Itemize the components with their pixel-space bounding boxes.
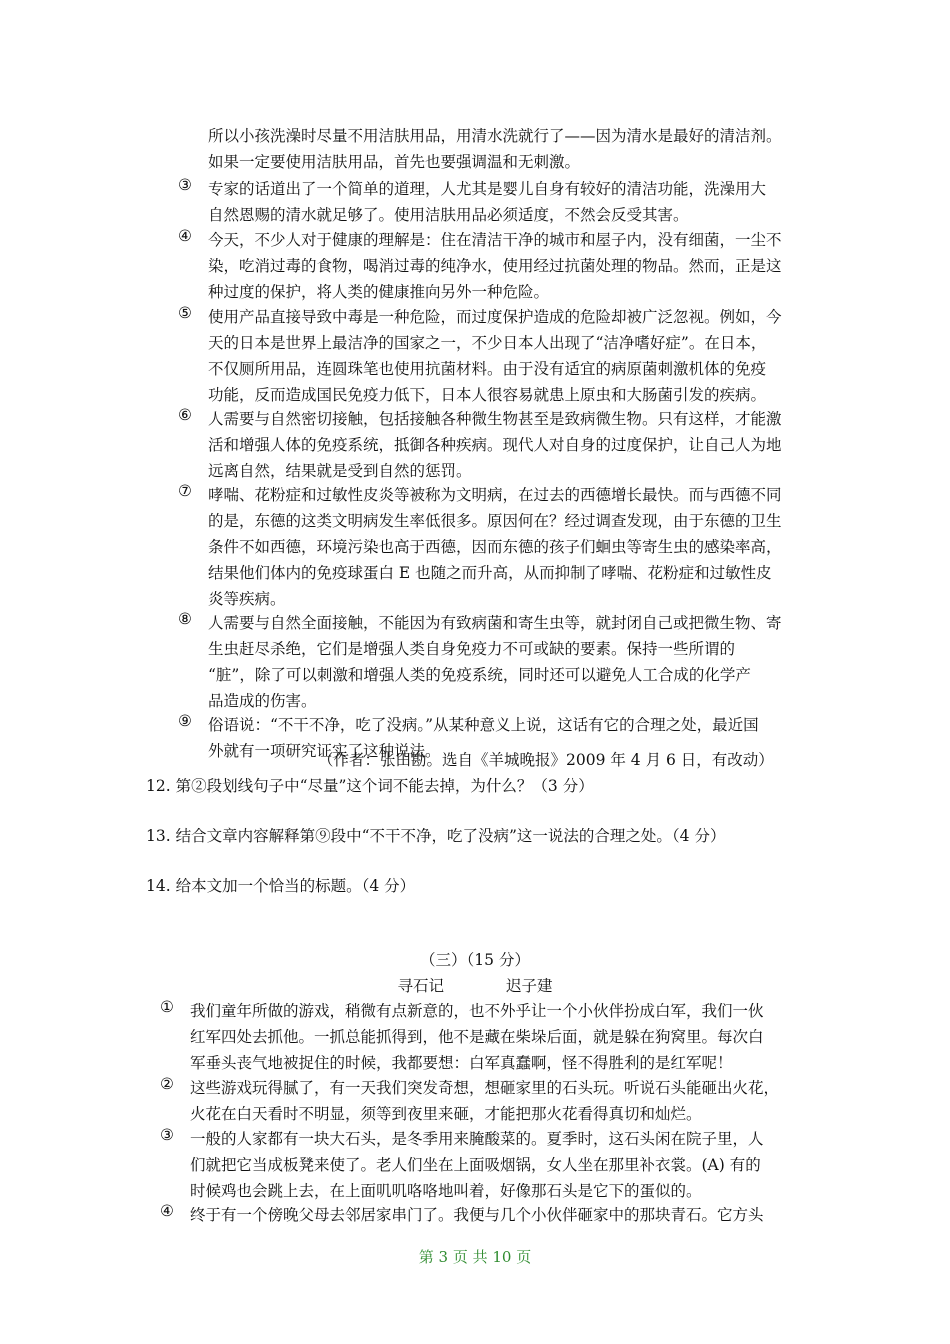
text-line: 人需要与自然密切接触，包括接触各种微生物甚至是致病微生物。只有这样，才能激: [208, 409, 782, 428]
paragraph-text: [190, 1126, 820, 1204]
text-line: 这些游戏玩得腻了，有一天我们突发奇想，想砸家里的石头玩。听说石头能砸出火花，: [190, 1078, 780, 1097]
story-title-line: [0, 974, 950, 996]
text-line: 我们童年所做的游戏，稍微有点新意的，也不外乎让一个小伙伴扮成白军，我们一伙: [190, 1002, 764, 1020]
text-line: 生虫赶尽杀绝，它们是增强人类自身免疫力不可或缺的要素。保持一些所谓的: [208, 639, 736, 658]
text-line: 的是，东德的这类文明病发生率低很多。原因何在？经过调查发现，由于东德的卫生: [208, 512, 782, 530]
text-line: 哮喘、花粉症和过敏性皮炎等被称为文明病，在过去的西德增长最快。而与西德不同: [208, 486, 782, 504]
text-line: 自然恩赐的清水就足够了。使用洁肤用品必须适度，不然会反受其害。: [208, 206, 689, 224]
paragraph-text: [190, 1202, 820, 1228]
question-13: 13. 结合文章内容解释第⑨段中“不干不净，吃了没病”这一说法的合理之处。（4 分）: [146, 827, 726, 845]
text-line: 军垂头丧气地被捉住的时候，我都要想：白军真蠢啊，怪不得胜利的是红军呢！: [190, 1054, 733, 1072]
text-line: 炎等疾病。: [208, 590, 286, 608]
text-line: 专家的话道出了一个简单的道理，人尤其是婴儿自身有较好的清洁功能，洗澡用大: [208, 180, 767, 198]
paragraph-number: ⑨: [178, 711, 192, 730]
text-line: 今天，不少人对于健康的理解是：住在清洁干净的城市和屋子内，没有细菌，一尘不: [208, 231, 782, 249]
paragraph-number: ④: [160, 1202, 174, 1220]
paragraph-text: [208, 176, 818, 228]
paragraph-number: ④: [178, 227, 192, 245]
continued-line-1: 所以小孩洗澡时尽量不用洁肤用品，用清水洗就行了——因为清水是最好的清洁剂。: [208, 127, 782, 145]
paragraph-number: ⑤: [178, 303, 192, 322]
text-line: “脏”，除了可以刺激和增强人类的免疫系统，同时还可以避免人工合成的化学产: [208, 665, 751, 684]
text-line: 时候鸡也会跳上去，在上面叽叽咯咯地叫着，好像那石头是它下的蛋似的。: [190, 1181, 702, 1200]
paragraph-text: [208, 227, 818, 305]
text-line: 俗语说：“不干不净，吃了没病。”从某种意义上说，这话有它的合理之处，最近国: [208, 715, 759, 734]
text-line: 种过度的保护，将人类的健康推向另外一种危险。: [208, 283, 550, 301]
text-line: 火花在白天看时不明显，须等到夜里来砸，才能把那火花看得真切和灿烂。: [190, 1104, 702, 1123]
text-line: 活和增强人体的免疫系统，抵御各种疾病。现代人对自身的过度保护，让自己人为地: [208, 435, 782, 454]
paragraph-text: [208, 610, 818, 714]
text-line: 一般的人家都有一块大石头，是冬季用来腌酸菜的。夏季时，这石头闲在院子里，人: [190, 1129, 764, 1148]
paragraph-text: [208, 482, 818, 612]
paragraph-text: [208, 406, 818, 484]
text-line: 天的日本是世界上最洁净的国家之一，不少日本人出现了“洁净嗜好症”。在日本，: [208, 333, 767, 352]
paragraph-number: ③: [160, 1125, 174, 1144]
paragraph-number: ③: [178, 176, 192, 194]
text-line: 不仅厕所用品，连圆珠笔也使用抗菌材料。由于没有适宜的病原菌刺激机体的免疫: [208, 359, 767, 378]
story-title: 寻石记: [397, 977, 444, 995]
text-line: 们就把它当成板凳来使了。老人们坐在上面吸烟锅，女人坐在那里补衣裳。(A) 有的: [190, 1155, 761, 1174]
paragraph-number: ⑥: [178, 405, 192, 424]
question-12: 12. 第②段划线句子中“尽量”这个词不能去掉，为什么？（3 分）: [146, 777, 594, 795]
text-line: 功能，反而造成国民免疫力低下，日本人很容易就患上原虫和大肠菌引发的疾病。: [208, 385, 767, 404]
text-line: 条件不如西德，环境污染也高于西德，因而东德的孩子们蛔虫等寄生虫的感染率高，: [208, 538, 782, 556]
paragraph-text: [190, 998, 820, 1076]
article-source: （作者：张田勘。选自《羊城晚报》2009 年 4 月 6 日，有改动）: [318, 751, 774, 769]
paragraph-number: ⑧: [178, 609, 192, 628]
question-14: 14. 给本文加一个恰当的标题。（4 分）: [146, 877, 416, 895]
page-footer: 第 3 页 共 10 页: [418, 1248, 532, 1266]
text-line: 红军四处去抓他。一抓总能抓得到，他不是藏在柴垛后面，就是躲在狗窝里。每次白: [190, 1028, 764, 1046]
paragraph-number: ①: [160, 998, 174, 1016]
continued-line-2: 如果一定要使用洁肤用品，首先也要强调温和无刺激。: [208, 153, 581, 171]
paragraph-text: [208, 304, 818, 408]
text-line: 结果他们体内的免疫球蛋白 E 也随之而升高，从而抑制了哮喘、花粉症和过敏性皮: [208, 564, 772, 582]
text-line: 终于有一个傍晚父母去邻居家串门了。我便与几个小伙伴砸家中的那块青石。它方头: [190, 1206, 764, 1224]
story-author: 迟子建: [506, 977, 553, 995]
paragraph-number: ②: [160, 1074, 174, 1093]
text-line: 染，吃消过毒的食物，喝消过毒的纯净水，使用经过抗菌处理的物品。然而，正是这: [208, 257, 782, 275]
text-line: 品造成的伤害。: [208, 691, 317, 710]
section-header: （三）（15 分）: [420, 951, 530, 969]
paragraph-number: ⑦: [178, 482, 192, 500]
paragraph-text: [190, 1075, 820, 1127]
text-line: 外就有一项研究证实了这种说法。: [208, 741, 441, 760]
text-line: 人需要与自然全面接触，不能因为有致病菌和寄生虫等，就封闭自己或把微生物、寄: [208, 613, 782, 632]
text-line: 使用产品直接导致中毒是一种危险，而过度保护造成的危险却被广泛忽视。例如，今: [208, 307, 782, 326]
text-line: 远离自然，结果就是受到自然的惩罚。: [208, 461, 472, 480]
